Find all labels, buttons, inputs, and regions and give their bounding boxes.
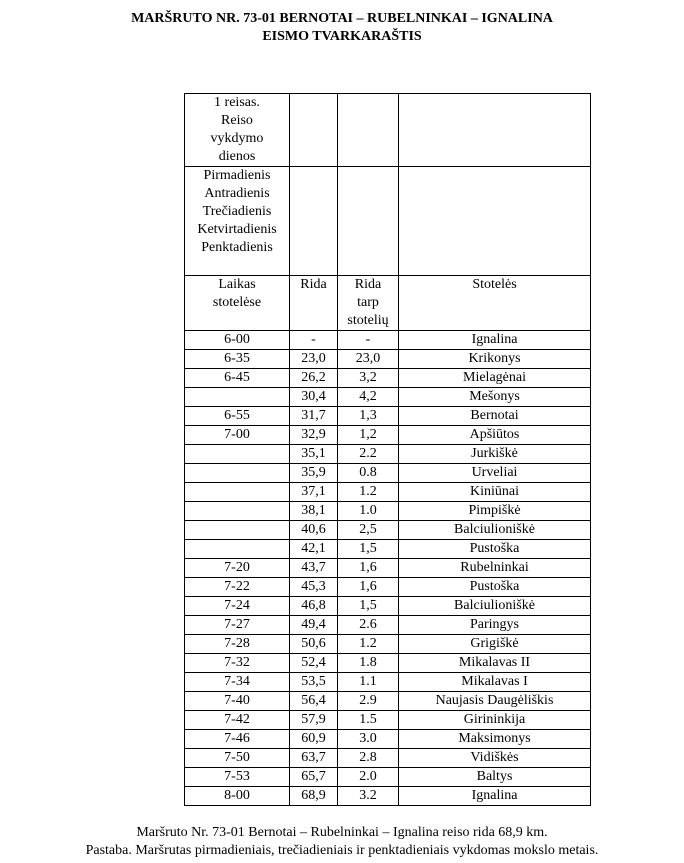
between-distance-cell: 1.1 [338, 673, 399, 692]
distance-cell: 53,5 [290, 673, 338, 692]
between-distance-cell: - [338, 331, 399, 350]
between-distance-cell: 2.9 [338, 692, 399, 711]
table-row [185, 578, 591, 597]
stop-time-cell: 7-46 [185, 730, 290, 749]
stop-time-cell: 7-20 [185, 559, 290, 578]
stop-name-cell: Urveliai [399, 464, 591, 483]
between-distance-cell: 1,5 [338, 597, 399, 616]
empty-cell [338, 167, 399, 276]
day-wednesday: Trečiadienis [202, 204, 272, 219]
stop-time-cell: 7-28 [185, 635, 290, 654]
distance-cell: 65,7 [290, 768, 338, 787]
stop-time-cell: 6-55 [185, 407, 290, 426]
distance-cell: 46,8 [290, 597, 338, 616]
distance-cell: 35,1 [290, 445, 338, 464]
table-row [185, 502, 591, 521]
trip-label-line: 1 reisas. [214, 95, 260, 110]
col-header-distance-line: Rida [300, 277, 327, 292]
stop-time-cell [185, 388, 290, 407]
table-row [185, 521, 591, 540]
footer-trip-distance: Maršruto Nr. 73-01 Bernotai – Rubelninkai – Ignalina reiso rida 68,9 km. [136, 825, 548, 840]
between-distance-cell: 1,5 [338, 540, 399, 559]
stop-name-cell: Rubelninkai [399, 559, 591, 578]
between-distance-cell: 1.5 [338, 711, 399, 730]
stop-name-cell: Balciulioniškė [399, 597, 591, 616]
day-friday: Penktadienis [201, 240, 273, 255]
table-row [185, 388, 591, 407]
trip-label-line: vykdymo [210, 131, 264, 146]
between-distance-cell: 1,6 [338, 559, 399, 578]
stop-time-cell: 7-53 [185, 768, 290, 787]
between-distance-cell: 1,2 [338, 426, 399, 445]
stop-time-cell: 7-27 [185, 616, 290, 635]
stop-time-cell [185, 521, 290, 540]
col-header-between-line: tarp [357, 295, 379, 310]
distance-cell: 49,4 [290, 616, 338, 635]
table-row [185, 768, 591, 787]
stop-time-cell: 6-00 [185, 331, 290, 350]
table-row [185, 749, 591, 768]
stop-name-cell: Krikonys [399, 350, 591, 369]
distance-cell: 32,9 [290, 426, 338, 445]
table-row [185, 692, 591, 711]
table-row [185, 787, 591, 806]
col-header-between-line: stotelių [347, 313, 389, 328]
stop-name-cell: Baltys [399, 768, 591, 787]
distance-cell: 40,6 [290, 521, 338, 540]
distance-cell: 63,7 [290, 749, 338, 768]
table-row [185, 654, 591, 673]
stop-time-cell: 6-35 [185, 350, 290, 369]
between-distance-cell: 1.2 [338, 635, 399, 654]
empty-cell [290, 94, 338, 167]
distance-cell: 26,2 [290, 369, 338, 388]
table-row [185, 635, 591, 654]
trip-label-line: dienos [218, 149, 256, 164]
stop-name-cell: Maksimonys [399, 730, 591, 749]
stop-name-cell: Apšiūtos [399, 426, 591, 445]
stop-time-cell: 6-45 [185, 369, 290, 388]
document-title [0, 10, 684, 46]
between-distance-cell: 23,0 [338, 350, 399, 369]
trip-label-cell [185, 94, 290, 167]
table-row [185, 464, 591, 483]
stop-name-cell: Ignalina [399, 787, 591, 806]
table-row [185, 616, 591, 635]
distance-cell: 23,0 [290, 350, 338, 369]
table-row [185, 407, 591, 426]
empty-cell [399, 94, 591, 167]
stop-name-cell: Kiniūnai [399, 483, 591, 502]
stop-time-cell [185, 540, 290, 559]
day-monday: Pirmadienis [203, 168, 271, 183]
stop-name-cell: Naujasis Daugėliškis [399, 692, 591, 711]
stop-name-cell: Pimpiškė [399, 502, 591, 521]
stop-name-cell: Pustoška [399, 540, 591, 559]
distance-cell: 52,4 [290, 654, 338, 673]
between-distance-cell: 3.2 [338, 787, 399, 806]
table-row [185, 483, 591, 502]
table-row [185, 673, 591, 692]
table-row [185, 711, 591, 730]
distance-cell: 57,9 [290, 711, 338, 730]
empty-cell [290, 167, 338, 276]
between-distance-cell: 4,2 [338, 388, 399, 407]
trip-header-row [185, 94, 591, 167]
between-distance-cell: 1.8 [338, 654, 399, 673]
col-header-time-line: stotelėse [212, 295, 262, 310]
between-distance-cell: 1.2 [338, 483, 399, 502]
empty-cell [338, 94, 399, 167]
distance-cell: - [290, 331, 338, 350]
distance-cell: 45,3 [290, 578, 338, 597]
col-header-stops-line: Stotelės [472, 277, 517, 292]
timetable [184, 93, 591, 806]
stop-time-cell: 7-00 [185, 426, 290, 445]
col-header-between-line: Rida [354, 277, 382, 292]
stop-name-cell: Grigiškė [399, 635, 591, 654]
stop-name-cell: Mikalavas I [399, 673, 591, 692]
between-distance-cell: 2.0 [338, 768, 399, 787]
stop-name-cell: Pustoška [399, 578, 591, 597]
stop-time-cell [185, 502, 290, 521]
distance-cell: 56,4 [290, 692, 338, 711]
stop-name-cell: Bernotai [399, 407, 591, 426]
col-header-distance [290, 276, 338, 331]
stop-name-cell: Mielagėnai [399, 369, 591, 388]
col-header-time [185, 276, 290, 331]
stop-time-cell: 7-50 [185, 749, 290, 768]
between-distance-cell: 2.6 [338, 616, 399, 635]
footer-note: Pastaba. Maršrutas pirmadieniais, trečiadieniais ir penktadieniais vykdomas mokslo metais. [85, 843, 599, 858]
between-distance-cell: 3.0 [338, 730, 399, 749]
stop-name-cell: Jurkiškė [399, 445, 591, 464]
col-header-time-line: Laikas [218, 277, 256, 292]
distance-cell: 35,9 [290, 464, 338, 483]
stop-time-cell: 7-42 [185, 711, 290, 730]
stop-name-cell: Balciulioniškė [399, 521, 591, 540]
table-row [185, 426, 591, 445]
trip-label-line: Reiso [221, 113, 253, 128]
stop-name-cell: Ignalina [399, 331, 591, 350]
between-distance-cell: 1,3 [338, 407, 399, 426]
between-distance-cell: 0.8 [338, 464, 399, 483]
table-row [185, 540, 591, 559]
table-row [185, 559, 591, 578]
stop-time-cell: 7-22 [185, 578, 290, 597]
table-row [185, 350, 591, 369]
stop-name-cell: Mešonys [399, 388, 591, 407]
distance-cell: 42,1 [290, 540, 338, 559]
title-line-2: EISMO TVARKARAŠTIS [262, 29, 422, 44]
distance-cell: 43,7 [290, 559, 338, 578]
distance-cell: 68,9 [290, 787, 338, 806]
title-line-1: MARŠRUTO NR. 73-01 BERNOTAI – RUBELNINKAI – IGNALINA [131, 11, 553, 26]
table-row [185, 445, 591, 464]
empty-cell [399, 167, 591, 276]
stop-name-cell: Paringys [399, 616, 591, 635]
stop-time-cell [185, 483, 290, 502]
operating-days-cell [185, 167, 290, 276]
distance-cell: 60,9 [290, 730, 338, 749]
distance-cell: 31,7 [290, 407, 338, 426]
between-distance-cell: 3,2 [338, 369, 399, 388]
stop-name-cell: Girininkija [399, 711, 591, 730]
distance-cell: 30,4 [290, 388, 338, 407]
stop-time-cell: 7-34 [185, 673, 290, 692]
between-distance-cell: 1,6 [338, 578, 399, 597]
stop-time-cell: 7-24 [185, 597, 290, 616]
between-distance-cell: 2.2 [338, 445, 399, 464]
day-tuesday: Antradienis [204, 186, 270, 201]
col-header-stops [399, 276, 591, 331]
distance-cell: 38,1 [290, 502, 338, 521]
column-header-row [185, 276, 591, 331]
table-row [185, 730, 591, 749]
stop-time-cell [185, 445, 290, 464]
days-row [185, 167, 591, 276]
stop-time-cell: 7-32 [185, 654, 290, 673]
col-header-between [338, 276, 399, 331]
stop-time-cell [185, 464, 290, 483]
table-row [185, 597, 591, 616]
between-distance-cell: 2.8 [338, 749, 399, 768]
between-distance-cell: 2,5 [338, 521, 399, 540]
day-thursday: Ketvirtadienis [197, 222, 277, 237]
between-distance-cell: 1.0 [338, 502, 399, 521]
stop-time-cell: 7-40 [185, 692, 290, 711]
stop-time-cell: 8-00 [185, 787, 290, 806]
table-row [185, 331, 591, 350]
distance-cell: 37,1 [290, 483, 338, 502]
distance-cell: 50,6 [290, 635, 338, 654]
stop-name-cell: Mikalavas II [399, 654, 591, 673]
stop-name-cell: Vidiškės [399, 749, 591, 768]
table-row [185, 369, 591, 388]
